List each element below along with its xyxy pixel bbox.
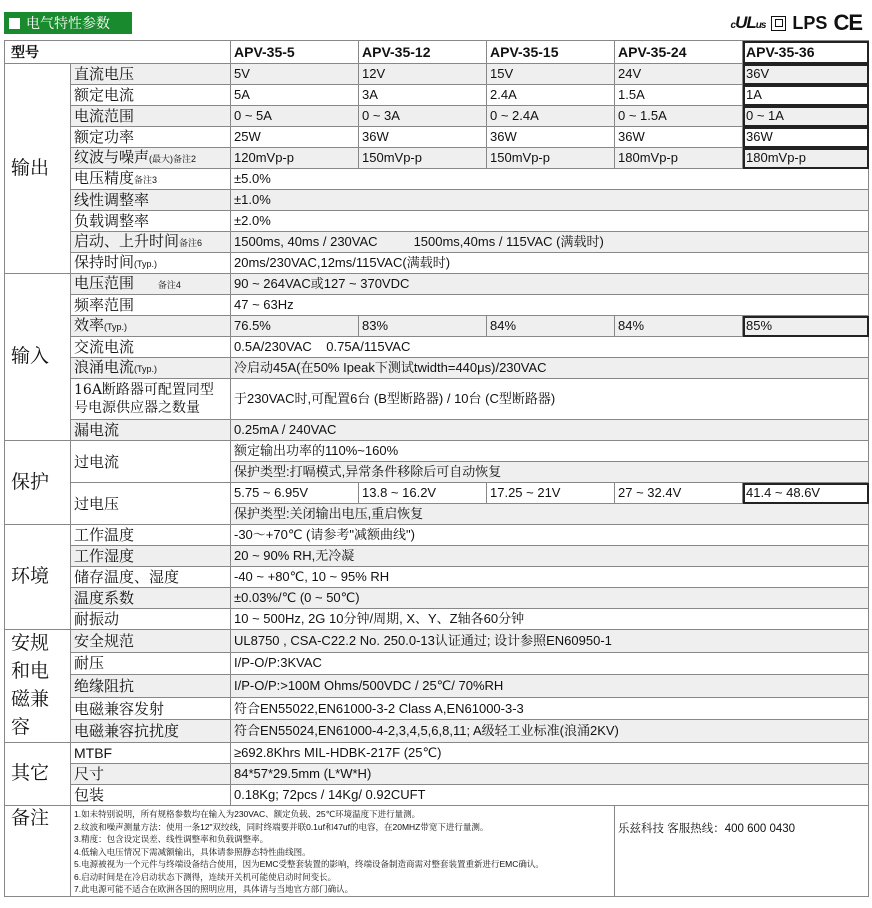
model-cell: APV-35-24: [615, 41, 743, 64]
group-environment: 环境: [5, 525, 71, 630]
model-label: 型号: [5, 41, 231, 64]
spec-value: -30〜+70℃ (请参考"减额曲线"): [231, 525, 869, 546]
lps-mark: LPS: [792, 12, 828, 33]
spec-row: [5, 546, 869, 567]
ce-mark: CE: [833, 10, 862, 35]
spec-row: [5, 764, 869, 785]
model-row: [5, 41, 869, 64]
spec-value: 0 ~ 2.4A: [487, 106, 615, 127]
spec-value: 0 ~ 3A: [359, 106, 487, 127]
spec-value: 20ms/230VAC,12ms/115VAC(满载时): [231, 253, 869, 274]
note-item: 1.如未特别说明，所有规格参数均在输入为230VAC、额定负载、25℃环境温度下进行量测。: [74, 809, 421, 819]
spec-label: 保持时间(Typ.): [71, 253, 231, 274]
spec-value: 2.4A: [487, 85, 615, 106]
spec-value: I/P-O/P:3KVAC: [231, 652, 869, 675]
spec-row: [5, 675, 869, 698]
spec-value: 84%: [487, 316, 615, 337]
spec-label: 耐振动: [71, 609, 231, 630]
spec-value: 15V: [487, 64, 615, 85]
spec-label: 电压范围 备注4: [71, 274, 231, 295]
notes-list: [71, 806, 615, 897]
group-others: 其它: [5, 743, 71, 806]
spec-row: [5, 358, 869, 379]
spec-row: [5, 567, 869, 588]
spec-value: ≥692.8Khrs MIL-HDBK-217F (25℃): [231, 743, 869, 764]
note-item: 6.启动时间是在冷启动状态下测得，连续开关机可能使启动时间变长。: [74, 871, 337, 882]
spec-value: 47 ~ 63Hz: [231, 295, 869, 316]
spec-row: [5, 379, 869, 420]
spec-value: UL8750 , CSA-C22.2 No. 250.0-13认证通过; 设计参照EN60950-1: [231, 630, 869, 653]
spec-row: [5, 274, 869, 295]
model-cell: APV-35-36: [743, 41, 869, 64]
spec-row: [5, 64, 869, 85]
spec-value: 85%: [743, 316, 869, 337]
spec-row: [5, 127, 869, 148]
note-item: 4.低输入电压情况下需减额输出，具体请参照静态特性曲线图。: [74, 846, 311, 857]
spec-table: [4, 40, 869, 897]
spec-label: 频率范围: [71, 295, 231, 316]
spec-value: I/P-O/P:>100M Ohms/500VDC / 25℃/ 70%RH: [231, 675, 869, 698]
spec-value: 84%: [615, 316, 743, 337]
spec-label: 效率(Typ.): [71, 316, 231, 337]
spec-value: 0.5A/230VAC 0.75A/115VAC: [231, 337, 869, 358]
spec-value: 36W: [487, 127, 615, 148]
spec-label: 线性调整率: [71, 190, 231, 211]
spec-value: 0 ~ 1A: [743, 106, 869, 127]
spec-value: 180mVp-p: [615, 148, 743, 169]
spec-row: [5, 525, 869, 546]
spec-value: ±1.0%: [231, 190, 869, 211]
spec-row: [5, 190, 869, 211]
spec-label: 包装: [71, 785, 231, 806]
spec-label: 安全规范: [71, 630, 231, 653]
spec-value: 冷启动45A(在50% Ipeak下测试twidth=440μs)/230VAC: [231, 358, 869, 379]
spec-value: 17.25 ~ 21V: [487, 483, 615, 504]
spec-row: [5, 483, 869, 504]
spec-label: 额定功率: [71, 127, 231, 148]
spec-row: [5, 743, 869, 764]
spec-row: [5, 106, 869, 127]
spec-value: 0.18Kg; 72pcs / 14Kg/ 0.92CUFT: [231, 785, 869, 806]
spec-row: [5, 420, 869, 441]
ul-mark: cULus: [730, 13, 766, 32]
spec-value: 180mVp-p: [743, 148, 869, 169]
spec-row: [5, 630, 869, 653]
spec-row: [5, 253, 869, 274]
spec-value: 20 ~ 90% RH,无冷凝: [231, 546, 869, 567]
spec-value: 额定输出功率的110%~160%: [231, 441, 869, 462]
spec-row: [5, 720, 869, 743]
spec-value: 5.75 ~ 6.95V: [231, 483, 359, 504]
spec-row: [5, 85, 869, 106]
section-title: 电气特性参数: [26, 15, 110, 31]
spec-row: [5, 697, 869, 720]
spec-value: 27 ~ 32.4V: [615, 483, 743, 504]
spec-value: 76.5%: [231, 316, 359, 337]
spec-label: 耐压: [71, 652, 231, 675]
section-header: [4, 12, 132, 34]
spec-label: 交流电流: [71, 337, 231, 358]
spec-value: ±0.03%/℃ (0 ~ 50℃): [231, 588, 869, 609]
spec-label: 额定电流: [71, 85, 231, 106]
model-cell: APV-35-12: [359, 41, 487, 64]
spec-value: 120mVp-p: [231, 148, 359, 169]
spec-label: 电流范围: [71, 106, 231, 127]
spec-label: 电磁兼容发射: [71, 697, 231, 720]
spec-row: [5, 588, 869, 609]
spec-label: 尺寸: [71, 764, 231, 785]
group-input: 输入: [5, 274, 71, 441]
spec-row: [5, 609, 869, 630]
spec-label: 浪涌电流(Typ.): [71, 358, 231, 379]
note-item: 5.电源被视为一个元件与终端设备结合使用，因为EMC受整套装置的影响，终端设备制造商需对整套装置重新进行EMC确认。: [74, 859, 544, 869]
note-item: 7.此电源可能不适合在欧洲各国的照明应用，具体请与当地官方部门确认。: [74, 884, 354, 894]
spec-label: 工作湿度: [71, 546, 231, 567]
spec-row: [5, 295, 869, 316]
square-icon: [9, 18, 20, 29]
spec-value: 符合EN55022,EN61000-3-2 Class A,EN61000-3-3: [231, 697, 869, 720]
spec-label: 直流电压: [71, 64, 231, 85]
group-protection: 保护: [5, 441, 71, 525]
spec-label: 16A断路器可配置同型号电源供应器之数量: [71, 379, 231, 420]
spec-label: 纹波与噪声(最大)备注2: [71, 148, 231, 169]
spec-row: [5, 169, 869, 190]
spec-value: 1.5A: [615, 85, 743, 106]
spec-row: [5, 441, 869, 462]
spec-label: 储存温度、湿度: [71, 567, 231, 588]
spec-value: 0.25mA / 240VAC: [231, 420, 869, 441]
spec-label: 电压精度备注3: [71, 169, 231, 190]
spec-value: 保护类型:打嗝模式,异常条件移除后可自动恢复: [231, 462, 869, 483]
spec-row: [5, 232, 869, 253]
hotline-text: 乐兹科技 客服热线：400 600 0430: [615, 806, 869, 897]
spec-value: 保护类型:关闭输出电压,重启恢复: [231, 504, 869, 525]
spec-value: 0 ~ 5A: [231, 106, 359, 127]
spec-value: 84*57*29.5mm (L*W*H): [231, 764, 869, 785]
spec-value: 5V: [231, 64, 359, 85]
spec-value: 0 ~ 1.5A: [615, 106, 743, 127]
spec-label: 过电流: [71, 441, 231, 483]
spec-value: 36W: [743, 127, 869, 148]
spec-row: [5, 316, 869, 337]
spec-value: 1500ms, 40ms / 230VAC 1500ms,40ms / 115VAC (满载时): [231, 232, 869, 253]
spec-row: [5, 337, 869, 358]
spec-value: 于230VAC时,可配置6台 (B型断路器) / 10台 (C型断路器): [231, 379, 869, 420]
spec-value: 符合EN55024,EN61000-4-2,3,4,5,6,8,11; A级轻工业标准(浪涌2KV): [231, 720, 869, 743]
spec-value: 36V: [743, 64, 869, 85]
spec-value: 3A: [359, 85, 487, 106]
group-safety-emc: 安规和电磁兼容: [5, 630, 71, 743]
spec-value: 90 ~ 264VAC或127 ~ 370VDC: [231, 274, 869, 295]
spec-row: [5, 785, 869, 806]
spec-row: [5, 148, 869, 169]
spec-value: 150mVp-p: [487, 148, 615, 169]
group-notes: 备注: [5, 806, 71, 897]
model-cell: APV-35-15: [487, 41, 615, 64]
spec-value: 36W: [615, 127, 743, 148]
spec-value: ±2.0%: [231, 211, 869, 232]
spec-label: 电磁兼容抗扰度: [71, 720, 231, 743]
spec-value: 10 ~ 500Hz, 2G 10分钟/周期, X、Y、Z轴各60分钟: [231, 609, 869, 630]
spec-label: 过电压: [71, 483, 231, 525]
spec-value: 13.8 ~ 16.2V: [359, 483, 487, 504]
spec-value: 150mVp-p: [359, 148, 487, 169]
spec-label: 温度系数: [71, 588, 231, 609]
spec-value: 36W: [359, 127, 487, 148]
double-insulation-icon: [771, 16, 786, 31]
spec-label: 绝缘阻抗: [71, 675, 231, 698]
note-item: 3.精度：包含设定误差、线性调整率和负载调整率。: [74, 834, 269, 844]
note-item: 2.纹波和噪声测量方法：使用一条12"双绞线，同时终端要并联0.1uf和47uf的电容，在20MHZ带宽下进行量测。: [74, 821, 489, 832]
certification-marks: [731, 10, 862, 36]
spec-label: 工作温度: [71, 525, 231, 546]
spec-row: [5, 211, 869, 232]
spec-value: 25W: [231, 127, 359, 148]
notes-row: [5, 806, 869, 897]
spec-value: 5A: [231, 85, 359, 106]
spec-value: 24V: [615, 64, 743, 85]
spec-label: 漏电流: [71, 420, 231, 441]
group-output: 输出: [5, 64, 71, 274]
spec-value: -40 ~ +80℃, 10 ~ 95% RH: [231, 567, 869, 588]
spec-label: MTBF: [71, 743, 231, 764]
spec-value: ±5.0%: [231, 169, 869, 190]
spec-value: 1A: [743, 85, 869, 106]
spec-row: [5, 652, 869, 675]
model-cell: APV-35-5: [231, 41, 359, 64]
spec-value: 12V: [359, 64, 487, 85]
spec-value: 41.4 ~ 48.6V: [743, 483, 869, 504]
spec-label: 负载调整率: [71, 211, 231, 232]
spec-label: 启动、上升时间备注6: [71, 232, 231, 253]
spec-value: 83%: [359, 316, 487, 337]
